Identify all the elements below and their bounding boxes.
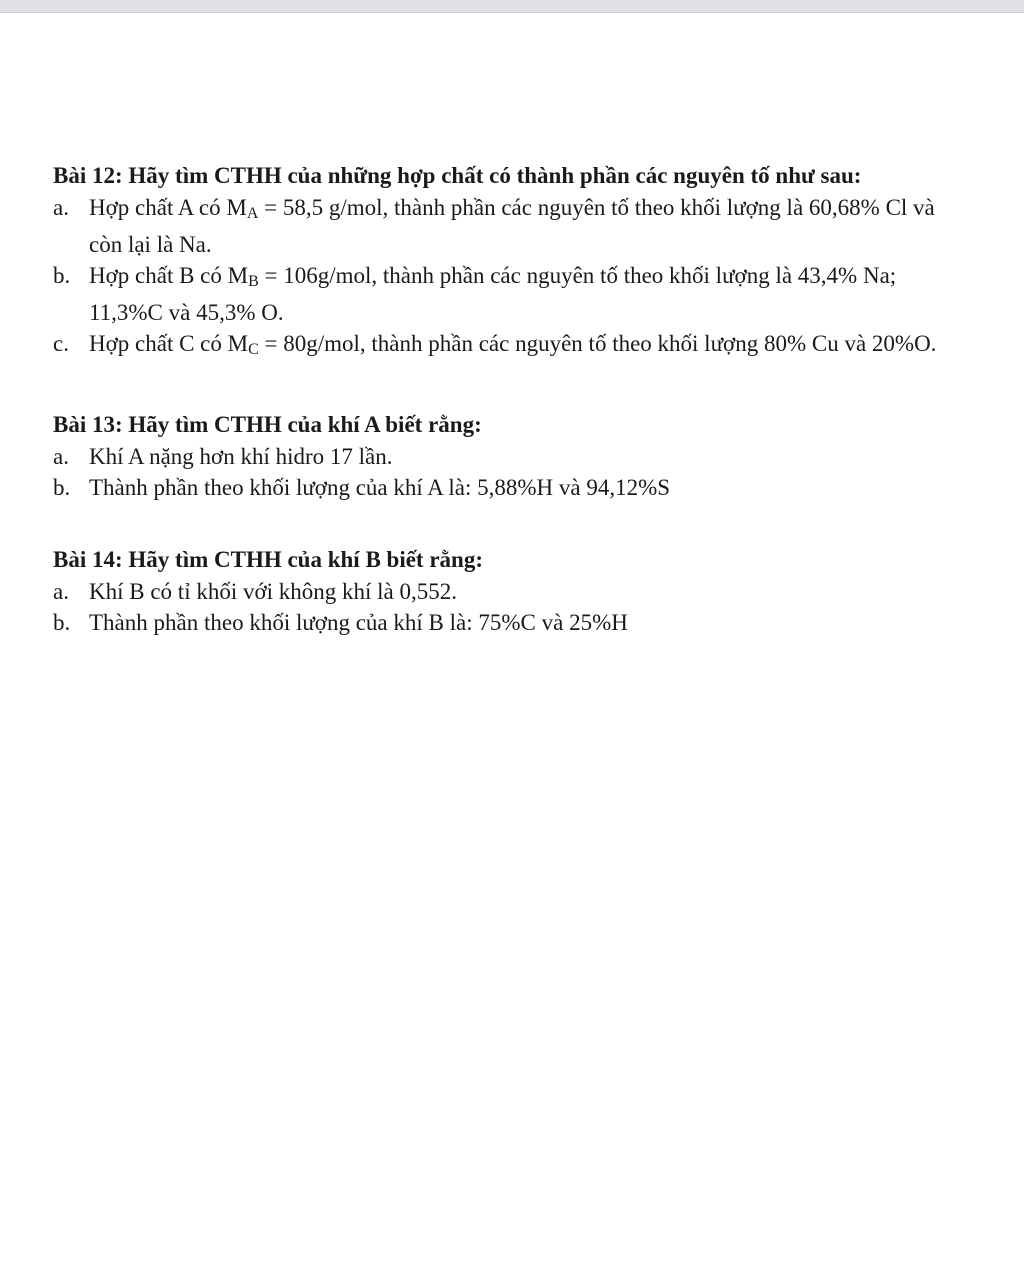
item-marker: b. xyxy=(53,263,71,288)
item-text-before: Hợp chất B có M xyxy=(89,263,249,288)
exercise-12-item-b xyxy=(53,260,968,328)
item-subscript: B xyxy=(248,273,259,290)
exercise-13-item-a xyxy=(53,441,968,472)
item-text-after: = 106g/mol, thành phần các nguyên tố theo khối lượng là 43,4% Na; 11,3%C và 45,3% O. xyxy=(89,263,897,325)
item-text: Thành phần theo khối lượng của khí A là: 5,88%H và 94,12%S xyxy=(89,475,671,500)
exercise-12 xyxy=(53,160,968,365)
item-marker: c. xyxy=(53,331,69,356)
item-subscript: C xyxy=(248,341,259,358)
exercise-12-title: Bài 12: Hãy tìm CTHH của những hợp chất có thành phần các nguyên tố như sau: xyxy=(53,163,862,188)
item-text-after: = 80g/mol, thành phần các nguyên tố theo khối lượng 80% Cu và 20%O. xyxy=(258,331,937,356)
item-text: Thành phần theo khối lượng của khí B là: 75%C và 25%H xyxy=(89,610,628,635)
document-body xyxy=(53,160,968,638)
exercise-14-item-b xyxy=(53,607,968,638)
exercise-13-item-b xyxy=(53,472,968,503)
item-text: Khí A nặng hơn khí hidro 17 lần. xyxy=(89,444,393,469)
top-bar xyxy=(0,0,1024,13)
exercise-14-title: Bài 14: Hãy tìm CTHH của khí B biết rằng: xyxy=(53,547,483,572)
item-text: Khí B có tỉ khối với không khí là 0,552. xyxy=(89,579,458,604)
item-marker: a. xyxy=(53,444,69,469)
exercise-14 xyxy=(53,544,968,638)
exercise-13 xyxy=(53,409,968,503)
item-marker: b. xyxy=(53,475,71,500)
item-text-before: Hợp chất C có M xyxy=(89,331,249,356)
item-text-before: Hợp chất A có M xyxy=(89,195,247,220)
exercise-13-title: Bài 13: Hãy tìm CTHH của khí A biết rằng: xyxy=(53,412,482,437)
exercise-12-item-a xyxy=(53,192,968,260)
item-marker: a. xyxy=(53,579,69,604)
item-marker: a. xyxy=(53,195,69,220)
item-marker: b. xyxy=(53,610,71,635)
item-subscript: A xyxy=(246,205,259,222)
item-text-after: = 58,5 g/mol, thành phần các nguyên tố theo khối lượng là 60,68% Cl và còn lại là Na. xyxy=(89,195,935,257)
exercise-12-item-c xyxy=(53,328,968,365)
exercise-14-item-a xyxy=(53,576,968,607)
